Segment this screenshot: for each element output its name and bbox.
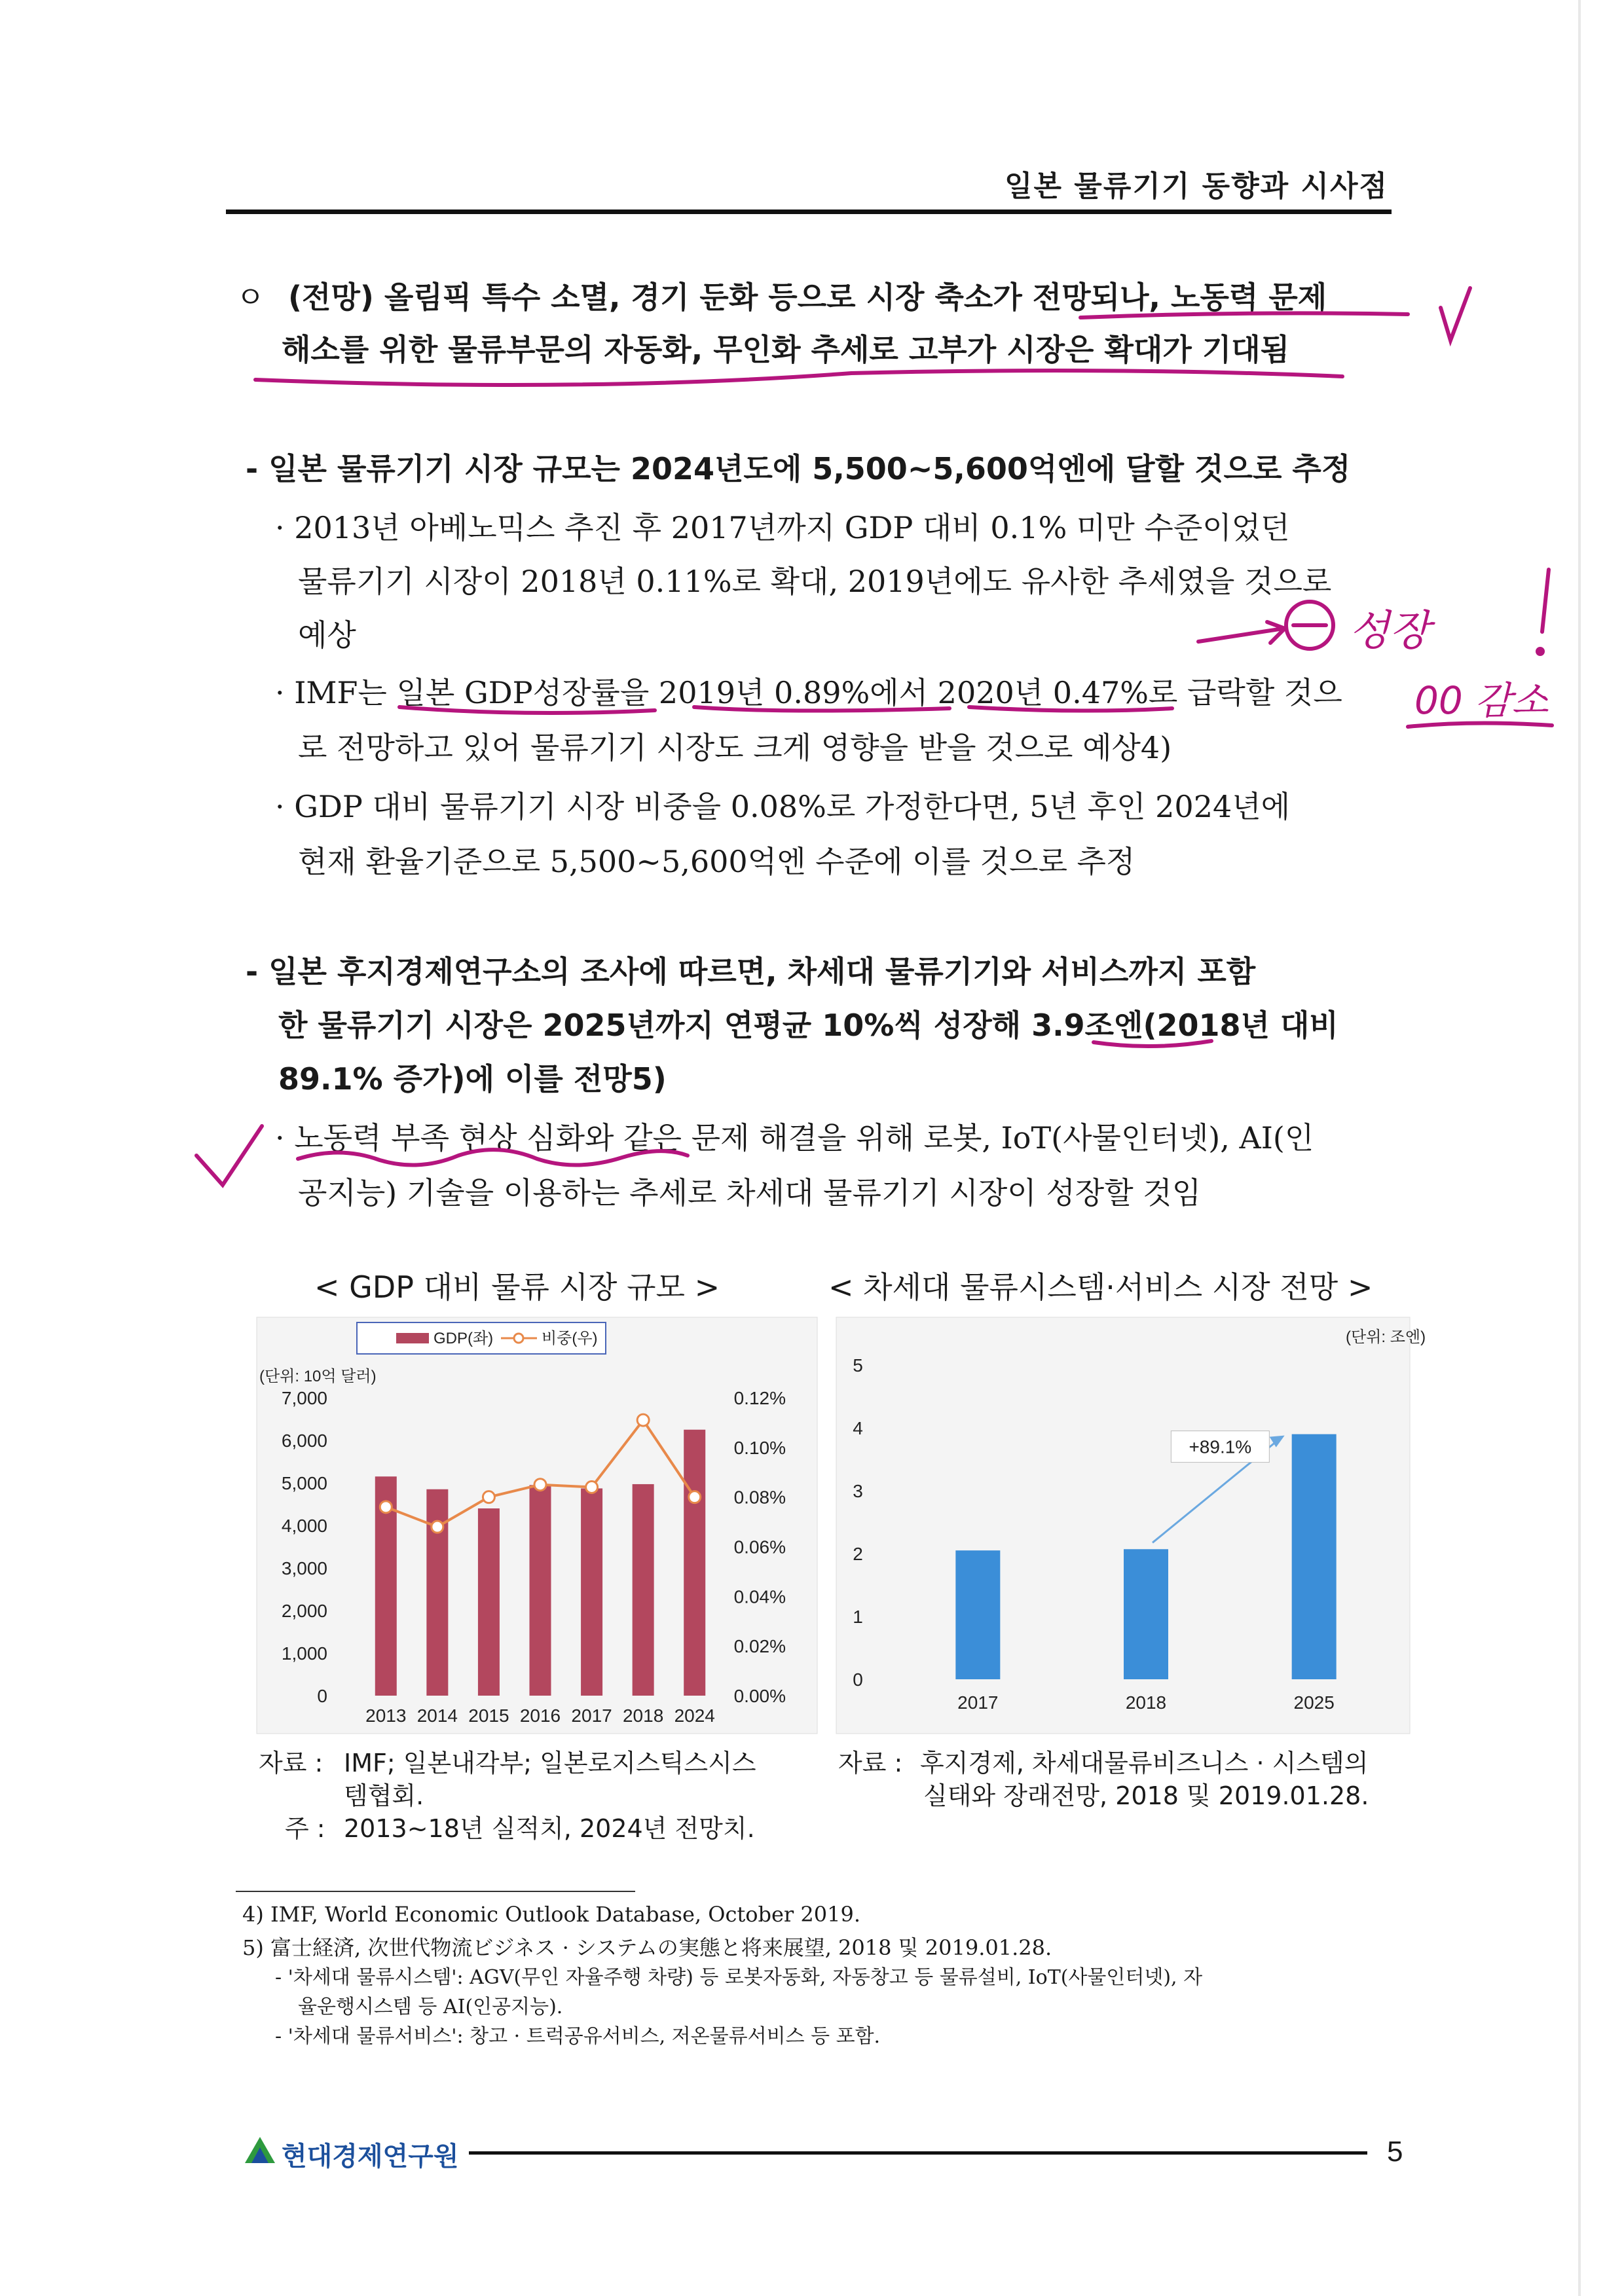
arrow-line bbox=[1198, 629, 1283, 642]
legend-bar-swatch bbox=[396, 1333, 429, 1343]
s1-bullet3-line2: 현재 환율기준으로 5,500~5,600억엔 수준에 이를 것으로 추정 bbox=[298, 844, 1135, 879]
gdp-logistics-chart bbox=[255, 1316, 819, 1735]
legend-line-marker bbox=[514, 1334, 523, 1343]
x-tick: 2015 bbox=[468, 1705, 509, 1726]
y-right-tick: 0.08% bbox=[733, 1487, 786, 1508]
triangle-logo-icon bbox=[244, 2136, 276, 2164]
s2-line-3: 89.1% 증가)에 이를 전망5) bbox=[278, 1061, 667, 1097]
left-source-label: 자료 : bbox=[259, 1749, 323, 1777]
y-right-tick: 0.12% bbox=[733, 1388, 786, 1408]
y-left-tick: 1,000 bbox=[281, 1643, 327, 1664]
y-right-tick: 0.04% bbox=[733, 1586, 786, 1607]
s1-bullet2-line1: · IMF는 일본 GDP성장률을 2019년 0.89%에서 2020년 0.47%로 급락할 것으 bbox=[275, 675, 1342, 710]
y-right-tick: 0.02% bbox=[733, 1636, 786, 1657]
s1-bullet1-line1: · 2013년 아베노믹스 추진 후 2017년까지 GDP 대비 0.1% 미만 수준이었던 bbox=[275, 510, 1290, 545]
right-source-label: 자료 : bbox=[838, 1749, 903, 1777]
x-tick: 2024 bbox=[674, 1705, 715, 1726]
footnote-5: 5) 富士経済, 次世代物流ビジネス · システムの実態と将来展望, 2018 및 2019.01.28. bbox=[242, 1935, 1052, 1960]
underline-2020 bbox=[969, 707, 1172, 711]
s1-bullet1-line3: 예상 bbox=[298, 617, 356, 653]
y-tick: 2 bbox=[853, 1544, 863, 1564]
market-bar bbox=[1292, 1434, 1337, 1679]
note-growth: 성장 bbox=[1349, 607, 1430, 655]
left-note-label: 주 : bbox=[285, 1814, 325, 1843]
underline-gdp bbox=[399, 707, 655, 713]
gdp-bar bbox=[581, 1488, 602, 1696]
x-tick: 2018 bbox=[622, 1705, 664, 1726]
s2-bullet1-line1: · 노동력 부족 현상 심화와 같은 문제 해결을 위해 로봇, IoT(사물인터넷), AI(인 bbox=[275, 1120, 1314, 1156]
y-right-tick: 0.00% bbox=[733, 1686, 786, 1706]
x-tick: 2017 bbox=[571, 1705, 612, 1726]
intro-line-2: 해소를 위한 물류부문의 자동화, 무인화 추세로 고부가 시장은 확대가 기대됨 bbox=[282, 332, 1290, 367]
left-note: 2013~18년 실적치, 2024년 전망치. bbox=[344, 1814, 755, 1843]
chart-right-unit: (단위: 조엔) bbox=[1346, 1328, 1426, 1346]
x-tick: 2017 bbox=[957, 1692, 999, 1713]
share-point bbox=[689, 1491, 701, 1503]
legend-line-label: 비중(우) bbox=[542, 1330, 598, 1347]
wavy-underline bbox=[298, 1150, 688, 1165]
share-point bbox=[586, 1482, 598, 1493]
right-source-line2: 실태와 장래전망, 2018 및 2019.01.28. bbox=[923, 1781, 1369, 1810]
circle-bullet: ㅇ bbox=[236, 280, 265, 315]
x-tick: 2025 bbox=[1293, 1692, 1335, 1713]
section1-heading: - 일본 물류기기 시장 규모는 2024년도에 5,500~5,600억엔에 달할 것으로 추정 bbox=[246, 451, 1351, 486]
intro-line-1: (전망) 올림픽 특수 소멸, 경기 둔화 등으로 시장 축소가 전망되나, 노동력 문제 bbox=[288, 280, 1327, 315]
checkmark-left bbox=[196, 1126, 262, 1185]
y-left-tick: 0 bbox=[317, 1686, 327, 1706]
s1-bullet3-line1: · GDP 대비 물류기기 시장 비중을 0.08%로 가정한다면, 5년 후인 2024년에 bbox=[275, 789, 1291, 824]
chart-left-unit: (단위: 10억 달러) bbox=[259, 1368, 377, 1385]
next-gen-logistics-chart bbox=[835, 1316, 1426, 1735]
s1-bullet1-line2: 물류기기 시장이 2018년 0.11%로 확대, 2019년에도 유사한 추세였을 것으로 bbox=[298, 564, 1332, 599]
x-tick: 2018 bbox=[1125, 1692, 1167, 1713]
checkmark-top bbox=[1441, 288, 1470, 340]
s2-bullet1-line2: 공지능) 기술을 이용하는 추세로 차세대 물류기기 시장이 성장할 것임 bbox=[298, 1175, 1202, 1211]
y-right-tick: 0.06% bbox=[733, 1537, 786, 1558]
s2-line-2: 한 물류기기 시장은 2025년까지 연평균 10%씩 성장해 3.9조엔(2018년 대비 bbox=[278, 1008, 1338, 1043]
footnote-5a-line1: - '차세대 물류시스템': AGV(무인 자율주행 차량) 등 로봇자동화, 자동창고 등 물류설비, IoT(사물인터넷), 자 bbox=[275, 1966, 1203, 1989]
chart-left-legend bbox=[357, 1322, 606, 1354]
x-tick: 2014 bbox=[416, 1705, 458, 1726]
y-tick: 3 bbox=[853, 1481, 863, 1501]
x-tick: 2013 bbox=[365, 1705, 407, 1726]
gdp-bar bbox=[478, 1508, 500, 1696]
header-title: 일본 물류기기 동향과 시사점 bbox=[1004, 170, 1388, 203]
market-bar bbox=[1124, 1549, 1168, 1679]
underline-note bbox=[1408, 723, 1552, 727]
x-tick: 2016 bbox=[519, 1705, 561, 1726]
y-left-tick: 6,000 bbox=[281, 1430, 327, 1451]
legend-bar-label: GDP(좌) bbox=[434, 1330, 494, 1347]
share-point bbox=[483, 1491, 494, 1503]
underline-2019 bbox=[694, 707, 950, 711]
y-tick: 1 bbox=[853, 1607, 863, 1627]
x-axis-labels bbox=[365, 1705, 715, 1726]
y-left-tick: 7,000 bbox=[281, 1388, 327, 1408]
underline-intro bbox=[255, 371, 1342, 385]
y-left-tick: 2,000 bbox=[281, 1601, 327, 1621]
s1-bullet2-line2: 로 전망하고 있어 물류기기 시장도 크게 영향을 받을 것으로 예상4) bbox=[298, 730, 1172, 765]
share-point bbox=[380, 1501, 392, 1513]
share-point bbox=[534, 1479, 546, 1491]
y-left-tick: 4,000 bbox=[281, 1516, 327, 1536]
footnote-5a-line2: 율운행시스템 등 AI(인공지능). bbox=[298, 1995, 563, 2018]
chart-left-title: < GDP 대비 물류 시장 규모 > bbox=[314, 1269, 720, 1305]
left-source-line2: 템협회. bbox=[344, 1781, 424, 1810]
y-tick: 0 bbox=[853, 1669, 863, 1690]
y-right-tick: 0.10% bbox=[733, 1437, 786, 1458]
footnote-5b: - '차세대 물류서비스': 창고 · 트럭공유서비스, 저온물류서비스 등 포함. bbox=[275, 2025, 881, 2048]
gdp-bar bbox=[684, 1430, 705, 1696]
market-bar bbox=[955, 1550, 1000, 1679]
underline-3-9 bbox=[1094, 1041, 1211, 1046]
y-tick: 5 bbox=[853, 1355, 863, 1376]
s2-line-1: - 일본 후지경제연구소의 조사에 따르면, 차세대 물류기기와 서비스까지 포함 bbox=[246, 954, 1256, 989]
share-point bbox=[637, 1414, 649, 1426]
gdp-bar bbox=[633, 1484, 654, 1696]
chart-right-title: < 차세대 물류시스템·서비스 시장 전망 > bbox=[828, 1269, 1373, 1305]
growth-label: +89.1% bbox=[1189, 1436, 1252, 1457]
footnote-rule bbox=[236, 1891, 635, 1892]
gdp-bar bbox=[530, 1485, 551, 1696]
y-left-tick: 5,000 bbox=[281, 1473, 327, 1493]
y-tick: 4 bbox=[853, 1418, 863, 1438]
left-source-line1: IMF; 일본내각부; 일본로지스틱스시스 bbox=[344, 1749, 756, 1777]
note-decrease: 00 감소 bbox=[1414, 678, 1549, 723]
right-source-line1: 후지경제, 차세대물류비즈니스 · 시스템의 bbox=[920, 1749, 1369, 1777]
footer-org: 현대경제연구원 bbox=[282, 2141, 459, 2172]
share-point bbox=[432, 1521, 443, 1533]
underline-labor bbox=[1080, 313, 1408, 318]
footnote-4: 4) IMF, World Economic Outlook Database, October 2019. bbox=[242, 1902, 860, 1927]
y-left-tick: 3,000 bbox=[281, 1558, 327, 1578]
page-number: 5 bbox=[1387, 2136, 1403, 2168]
footer-rule bbox=[469, 2151, 1367, 2155]
